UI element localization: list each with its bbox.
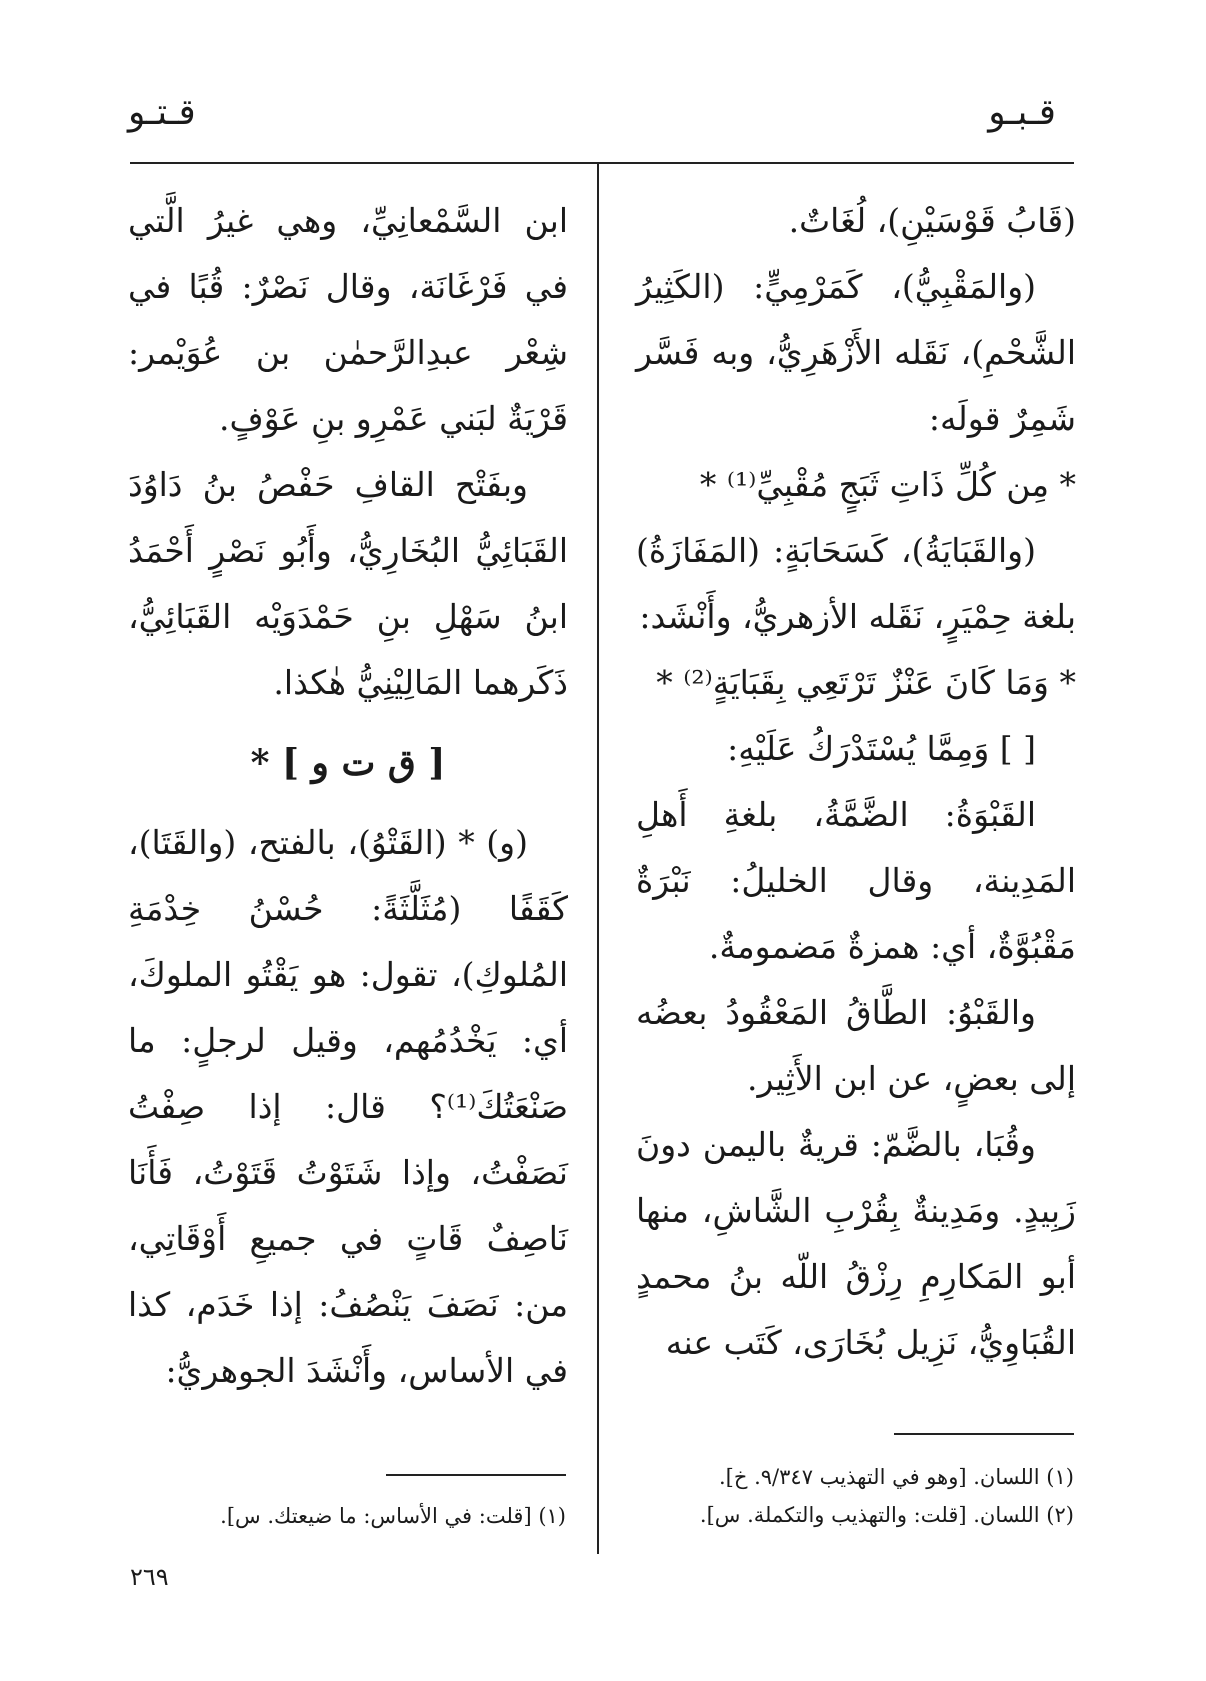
addendum-note: [ ] وَمِمَّا يُسْتَدْرَكُ عَلَيْهِ:	[727, 729, 1036, 768]
verse-line: * وَمَا كَانَ عَنْزٌ تَرْتَعِي بِقَبَايَةٍ⁽²⁾ *	[656, 663, 1076, 702]
paragraph: ابن السَّمْعانِيِّ، وهي غيرُ الَّتي في فَرْغَانَة، وقال نَصْرٌ: قُبًا في شِعْر عبدِالرَّحمٰن بن عُوَيْمر: قَرْيَةٌ لبَني عَمْرِو بنِ عَوْفٍ.	[128, 201, 568, 438]
footnote-rule-left	[386, 1474, 566, 1476]
footnotes-right	[634, 1458, 1074, 1534]
running-head-left: قـتـو	[128, 92, 196, 133]
column-divider	[597, 164, 599, 1554]
paragraph: وقُبَا، بالضَّمّ: قريةٌ باليمن دونَ زَبِيدٍ. ومَدِينةٌ بِقُرْبِ الشَّاشِ، منها أبو المَكارِمِ رِزْقُ اللّه بنُ محمدٍ القُبَاوِيُّ، نَزِيل بُخَارَى، كَتَب عنه	[636, 1125, 1076, 1362]
footnotes-left	[126, 1497, 566, 1535]
paragraph: القَبْوَةُ: الضَّمَّةُ، بلغةِ أَهلِ المَدِينة، وقال الخليلُ: نَبْرَةٌ مَقْبُوَّةٌ، أي: همزةٌ مَضمومةٌ.	[636, 795, 1076, 966]
paragraph: (و) * (القَتْوُ)، بالفتح، (والقَتَا)، كَقَفًا (مُثَلَّثَةً: حُسْنُ خِدْمَةِ المُلوكِ)، تقول: هو يَقْتُو الملوكَ، أي: يَخْدُمُهم، وقيل لرجلٍ: ما صَنْعَتُكَ⁽¹⁾؟ قال: إذا صِفْتُ نَصَفْتُ، وإذا شَتَوْتُ قَتَوْتُ، فَأَنَا نَاصِفٌ قَاتٍ في جميعِ أَوْقَاتِي، من: نَصَفَ يَنْصُفُ: إذا خَدَم، كذا في الأساس، وأَنْشَدَ الجوهريُّ:	[128, 823, 568, 1390]
footnote-rule-right	[894, 1433, 1074, 1435]
right-column	[636, 188, 1076, 1376]
paragraph: (والمَقْبِيُّ)، كَمَرْمِيٍّ: (الكَثِيرُ الشَّحْمِ)، نَقَله الأَزْهَرِيُّ، وبه فَسَّر شَمِرٌ قولَه:	[636, 267, 1076, 438]
paragraph: والقَبْوُ: الطَّاقُ المَعْقُودُ بعضُه إلى بعضٍ، عن ابن الأَثِير.	[636, 993, 1076, 1098]
entry-heading: [ ق ت و ] *	[250, 742, 446, 784]
paragraph: وبفَتْح القافِ حَفْصُ بنُ دَاوُدَ القَبَائِيُّ البُخَارِيُّ، وأَبُو نَصْرٍ أَحْمَدُ ابنُ سَهْلِ بنِ حَمْدَوَيْه القَبَائِيُّ، ذَكَرهما المَالِيْنِيُّ هٰكذا.	[128, 465, 568, 702]
verse-line: * مِن كُلِّ ذَاتِ ثَبَجٍ مُقْبِيِّ⁽¹⁾ *	[699, 465, 1076, 504]
running-head-right: قـبـو	[988, 92, 1056, 133]
paragraph: (قَابُ قَوْسَيْنِ)، لُغَاتٌ.	[788, 201, 1076, 240]
footnote: (١) اللسان. [وهو في التهذيب ٩/٣٤٧. خ].	[719, 1465, 1074, 1489]
left-column	[128, 188, 568, 1404]
footnote: (٢) اللسان. [قلت: والتهذيب والتكملة. س].	[699, 1503, 1074, 1527]
footnote: (١) [قلت: في الأساس: ما ضيعتك. س].	[220, 1504, 566, 1528]
paragraph: (والقَبَايَةُ)، كَسَحَابَةٍ: (المَفَازَةُ) بلغة حِمْيَرٍ، نَقَله الأزهريُّ، وأَنْشَد:	[636, 531, 1076, 636]
page-number: ٢٦٩	[130, 1563, 169, 1591]
header-rule	[130, 162, 1074, 164]
